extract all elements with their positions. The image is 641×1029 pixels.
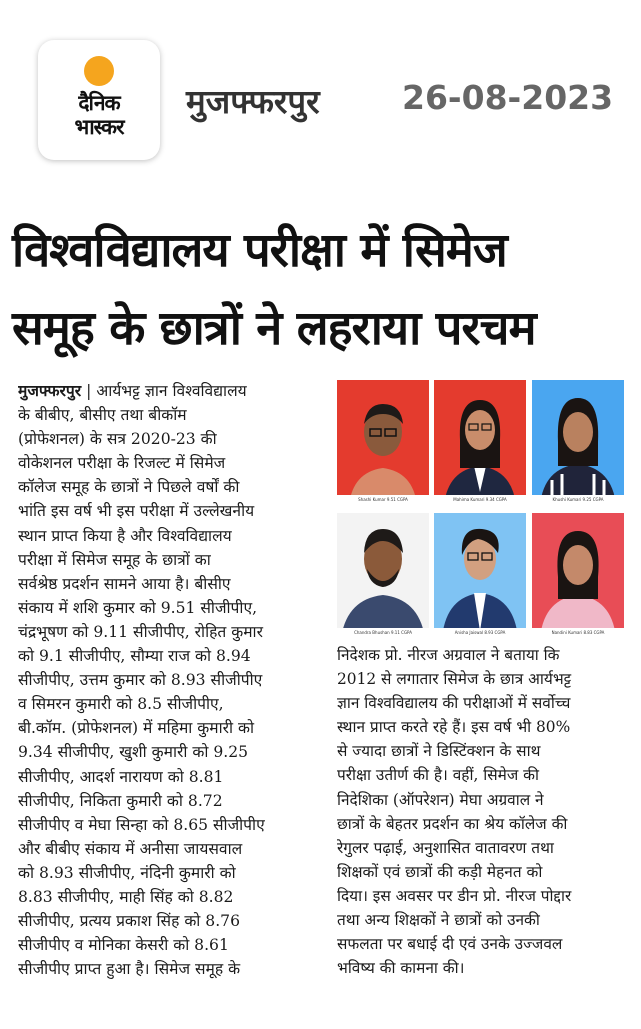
article-line: और बीबीए संकाय में अनीसा जायसवाल <box>18 839 243 858</box>
article-line: सीजीपीए व मोनिका केसरी को 8.61 <box>18 936 229 955</box>
edition-city: मुजफ्फरपुर <box>186 82 320 121</box>
article-line: परीक्षा में सिमेज समूह के छात्रों का <box>18 550 211 569</box>
article-line: तथा अन्य शिक्षकों ने छात्रों को उनकी <box>337 911 540 930</box>
photo-caption: Nandini Kumari 8.83 CGPA <box>532 628 624 638</box>
person-silhouette-icon <box>532 513 624 638</box>
student-photo <box>532 513 624 638</box>
article-line: परीक्षा उतीर्ण की है। वहीं, सिमेज की <box>337 766 539 785</box>
article-line: स्थान प्राप्त किया है और विश्वविद्यालय <box>18 526 232 545</box>
article-line: सीजीपीए, आदर्श नारायण को 8.81 <box>18 767 224 786</box>
logo-text-line1: दैनिक <box>78 91 120 115</box>
photo-caption: Chandra Bhushan 9.11 CGPA <box>337 628 429 638</box>
headline-line-1: विश्वविद्यालय परीक्षा में सिमेज <box>12 223 507 278</box>
article-line: सीजीपीए प्राप्त हुआ है। सिमेज समूह के <box>18 960 241 979</box>
article-line: चंद्रभूषण को 9.11 सीजीपीए, रोहित कुमार <box>18 622 263 641</box>
article-line: छात्रों के बेहतर प्रदर्शन का श्रेय कॉलेज की <box>337 814 568 833</box>
person-silhouette-icon <box>532 380 624 505</box>
article-line: स्थान प्राप्त करते रहे हैं। इस वर्ष भी 80% <box>337 718 571 737</box>
article-line: वोकेशनल परीक्षा के रिजल्ट में सिमेज <box>18 454 226 473</box>
student-photo <box>434 380 526 505</box>
article-line: से ज्यादा छात्रों ने डिस्टिंक्शन के साथ <box>337 742 541 761</box>
person-silhouette-icon <box>434 380 526 505</box>
article-line: 9.34 सीजीपीए, खुशी कुमारी को 9.25 <box>18 743 249 762</box>
article-line: (प्रोफेशनल) के सत्र 2020-23 की <box>18 430 217 449</box>
article-line: भांति इस वर्ष भी इस परीक्षा में उल्लेखनीय <box>18 502 255 521</box>
article-line: व सिमरन कुमारी को 8.5 सीजीपीए, <box>18 695 224 714</box>
article-line: बी.कॉम. (प्रोफेशनल) में महिमा कुमारी को <box>18 719 255 738</box>
article-line: सीजीपीए, उत्तम कुमार को 8.93 सीजीपीए <box>18 671 263 690</box>
dainik-bhaskar-logo <box>38 40 160 160</box>
photo-caption: Shashi Kumar 9.51 CGPA <box>337 495 429 505</box>
sun-icon <box>84 56 114 86</box>
article-column-right <box>337 643 633 980</box>
student-photo <box>337 380 429 505</box>
student-photo <box>434 513 526 638</box>
article-line: शिक्षकों एवं छात्रों की कड़ी मेहनत को <box>337 862 543 881</box>
article-line: मुजफ्फरपुर | आर्यभट्ट ज्ञान विश्वविद्यालय <box>18 381 247 400</box>
article-line: सीजीपीए व मेघा सिन्हा को 8.65 सीजीपीए <box>18 815 265 834</box>
edition-date: 26-08-2023 <box>402 78 614 117</box>
photo-caption: Khushi Kumari 9.25 CGPA <box>532 495 624 505</box>
article-line: कॉलेज समूह के छात्रों ने पिछले वर्षों की <box>18 478 240 497</box>
article-line: सीजीपीए, प्रत्यय प्रकाश सिंह को 8.76 <box>18 912 241 931</box>
article-line: संकाय में शशि कुमार को 9.51 सीजीपीए, <box>18 598 258 617</box>
article-line: के बीबीए, बीसीए तथा बीकॉम <box>18 406 187 425</box>
headline-line-2: समूह के छात्रों ने लहराया परचम <box>12 301 536 356</box>
article-column-left <box>18 379 318 981</box>
person-silhouette-icon <box>434 513 526 638</box>
article-line: निदेशक प्रो. नीरज अग्रवाल ने बताया कि <box>337 646 560 664</box>
article-line: दिया। इस अवसर पर डीन प्रो. नीरज पोद्दार <box>337 886 572 905</box>
photo-caption: Anisha Jaiswal 8.93 CGPA <box>434 628 526 638</box>
student-photo <box>337 513 429 638</box>
article-line: सीजीपीए, निकिता कुमारी को 8.72 <box>18 791 223 810</box>
article-line: रेगुलर पढ़ाई, अनुशासित वातावरण तथा <box>337 838 554 857</box>
person-silhouette-icon <box>337 380 429 505</box>
article-line: 2012 से लगातार सिमेज के छात्र आर्यभट्ट <box>337 670 572 689</box>
logo-text-line2: भास्कर <box>74 115 124 139</box>
article-line: को 9.1 सीजीपीए, सौम्या राज को 8.94 <box>18 647 251 666</box>
article-line: को 8.93 सीजीपीए, नंदिनी कुमारी को <box>18 863 236 882</box>
article-line: निदेशिका (ऑपरेशन) मेघा अग्रवाल ने <box>337 790 544 809</box>
article-line: ज्ञान विश्वविद्यालय की परीक्षाओं में सर्वोच्च <box>337 694 571 713</box>
article-line: 8.83 सीजीपीए, माही सिंह को 8.82 <box>18 887 234 906</box>
masthead <box>0 0 641 185</box>
person-silhouette-icon <box>337 513 429 638</box>
article-line: भविष्य की कामना की। <box>337 959 465 978</box>
photo-caption: Mahima Kumari 9.34 CGPA <box>434 495 526 505</box>
student-photo <box>532 380 624 505</box>
dateline: मुजफ्फरपुर <box>18 381 82 400</box>
article-line: सफलता पर बधाई दी एवं उनके उज्जवल <box>337 935 563 954</box>
article-line: सर्वश्रेष्ठ प्रदर्शन सामने आया है। बीसीए <box>18 574 231 593</box>
